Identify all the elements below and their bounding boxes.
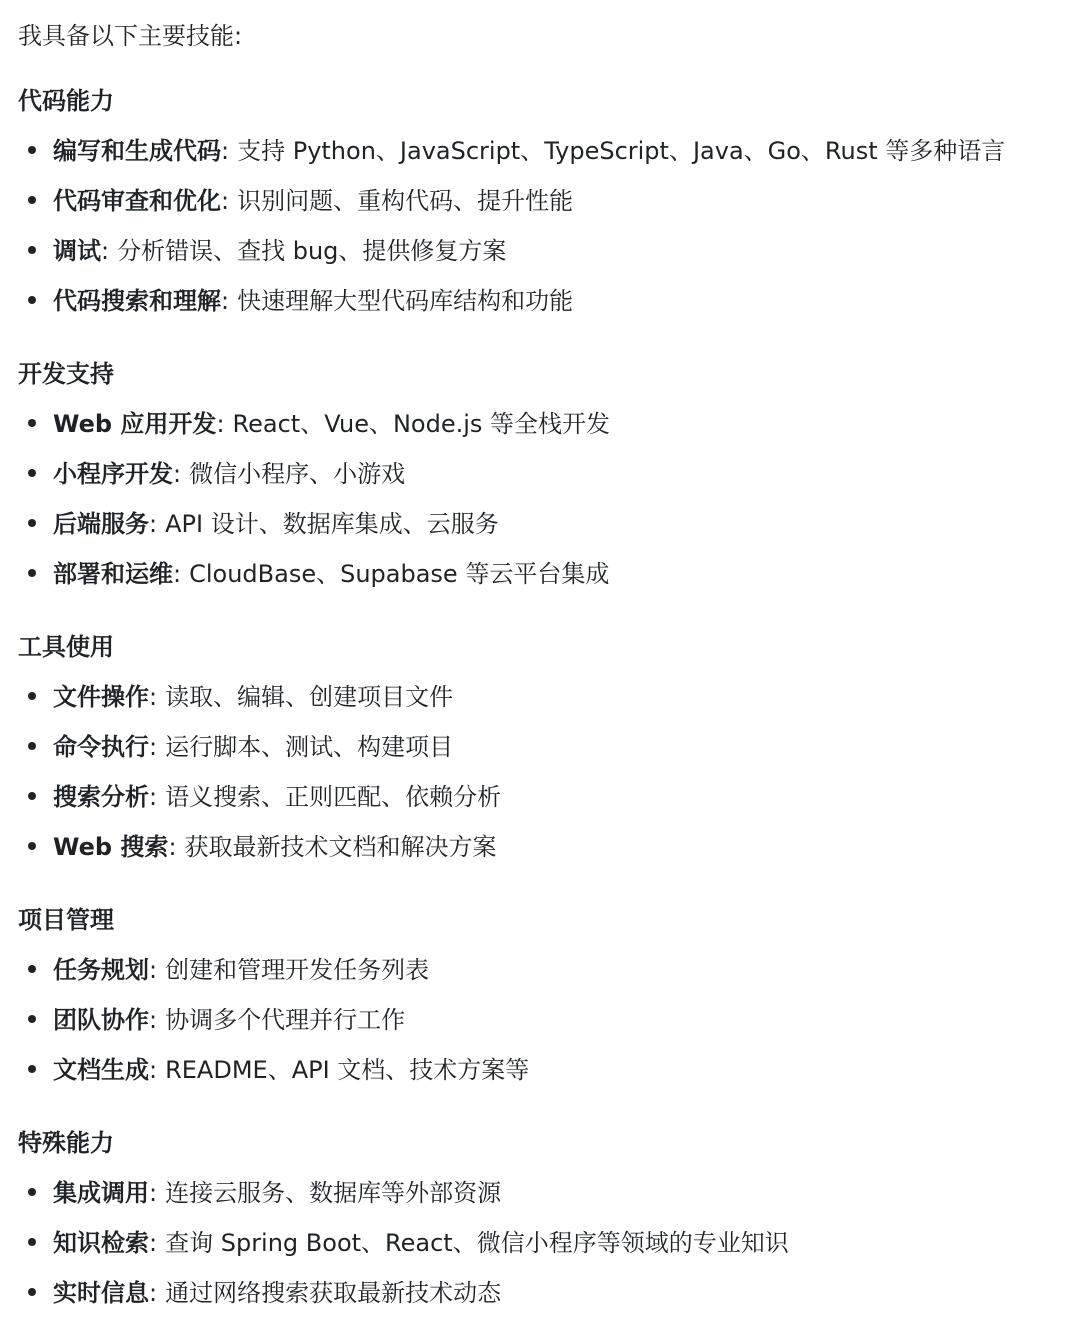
section-heading: 项目管理: [18, 906, 114, 934]
item-desc: CloudBase、Supabase 等云平台集成: [189, 560, 610, 588]
item-label: 调试: [53, 237, 101, 265]
item-desc: 微信小程序、小游戏: [189, 460, 406, 488]
item-label: Web 搜索: [53, 833, 169, 861]
item-label: 文档生成: [53, 1056, 149, 1084]
item-colon: :: [149, 1179, 158, 1207]
item-label: 后端服务: [53, 510, 149, 538]
item-colon: :: [173, 460, 182, 488]
list-item: [28, 950, 429, 990]
bullet-icon: [28, 146, 36, 154]
bullet-icon: [28, 1015, 36, 1023]
bullet-icon: [28, 296, 36, 304]
item-colon: :: [216, 410, 225, 438]
item-colon: :: [149, 956, 158, 984]
item-desc: 通过网络搜索获取最新技术动态: [165, 1279, 502, 1307]
item-desc: 连接云服务、数据库等外部资源: [165, 1179, 502, 1207]
item-desc: 支持 Python、JavaScript、TypeScript、Java、Go、Rust 等多种语言: [237, 137, 1006, 165]
bullet-icon: [28, 1288, 36, 1296]
item-desc: 读取、编辑、创建项目文件: [165, 683, 454, 711]
bullet-icon: [28, 519, 36, 527]
item-colon: :: [149, 783, 158, 811]
bullet-icon: [28, 246, 36, 254]
item-desc: 识别问题、重构代码、提升性能: [237, 187, 574, 215]
bullet-icon: [28, 792, 36, 800]
item-colon: :: [149, 1056, 158, 1084]
bullet-icon: [28, 1188, 36, 1196]
list-item: [28, 181, 573, 221]
bullet-icon: [28, 469, 36, 477]
item-desc: 创建和管理开发任务列表: [165, 956, 430, 984]
item-desc: 分析错误、查找 bug、提供修复方案: [117, 237, 507, 265]
bullet-icon: [28, 692, 36, 700]
list-item: [28, 1000, 405, 1040]
item-label: 团队协作: [53, 1006, 149, 1034]
list-item: [28, 1173, 501, 1213]
item-colon: :: [173, 560, 182, 588]
bullet-icon: [28, 742, 36, 750]
item-colon: :: [221, 287, 230, 315]
item-label: 命令执行: [53, 733, 149, 761]
list-item: [28, 677, 453, 717]
list-item: [28, 727, 453, 767]
item-desc: 快速理解大型代码库结构和功能: [237, 287, 574, 315]
list-item: [28, 1050, 529, 1090]
item-desc: 获取最新技术文档和解决方案: [184, 833, 497, 861]
item-label: 小程序开发: [53, 460, 173, 488]
list-item: [28, 554, 609, 594]
list-item: [28, 1273, 501, 1313]
section-heading: 开发支持: [18, 360, 114, 388]
item-label: Web 应用开发: [53, 410, 217, 438]
list-item: [28, 131, 1005, 171]
bullet-icon: [28, 569, 36, 577]
list-item: [28, 777, 501, 817]
item-colon: :: [149, 733, 158, 761]
list-item: [28, 1223, 789, 1263]
item-desc: API 设计、数据库集成、云服务: [165, 510, 499, 538]
item-label: 知识检索: [53, 1229, 149, 1257]
section-heading: 代码能力: [18, 87, 114, 115]
item-label: 集成调用: [53, 1179, 149, 1207]
item-label: 任务规划: [53, 956, 149, 984]
item-desc: React、Vue、Node.js 等全栈开发: [232, 410, 611, 438]
item-colon: :: [149, 1279, 158, 1307]
item-label: 部署和运维: [53, 560, 173, 588]
bullet-icon: [28, 842, 36, 850]
item-desc: 语义搜索、正则匹配、依赖分析: [165, 783, 502, 811]
list-item: [28, 827, 497, 867]
item-colon: :: [101, 237, 110, 265]
item-colon: :: [149, 1229, 158, 1257]
bullet-icon: [28, 1065, 36, 1073]
item-colon: :: [149, 683, 158, 711]
item-desc: 运行脚本、测试、构建项目: [165, 733, 454, 761]
item-label: 搜索分析: [53, 783, 149, 811]
item-desc: 查询 Spring Boot、React、微信小程序等领域的专业知识: [165, 1229, 789, 1257]
item-colon: :: [149, 510, 158, 538]
item-label: 编写和生成代码: [53, 137, 221, 165]
section-heading: 特殊能力: [18, 1129, 114, 1157]
list-item: [28, 404, 610, 444]
bullet-icon: [28, 196, 36, 204]
item-desc: 协调多个代理并行工作: [165, 1006, 406, 1034]
intro-text: 我具备以下主要技能:: [18, 22, 243, 50]
item-label: 代码审查和优化: [53, 187, 221, 215]
item-colon: :: [221, 187, 230, 215]
list-item: [28, 504, 499, 544]
item-desc: README、API 文档、技术方案等: [165, 1056, 530, 1084]
item-colon: :: [149, 1006, 158, 1034]
section-heading: 工具使用: [18, 633, 114, 661]
item-label: 实时信息: [53, 1279, 149, 1307]
bullet-icon: [28, 419, 36, 427]
item-label: 文件操作: [53, 683, 149, 711]
bullet-icon: [28, 1238, 36, 1246]
list-item: [28, 454, 405, 494]
item-colon: :: [168, 833, 177, 861]
item-label: 代码搜索和理解: [53, 287, 221, 315]
list-item: [28, 231, 506, 271]
bullet-icon: [28, 965, 36, 973]
list-item: [28, 281, 573, 321]
item-colon: :: [221, 137, 230, 165]
